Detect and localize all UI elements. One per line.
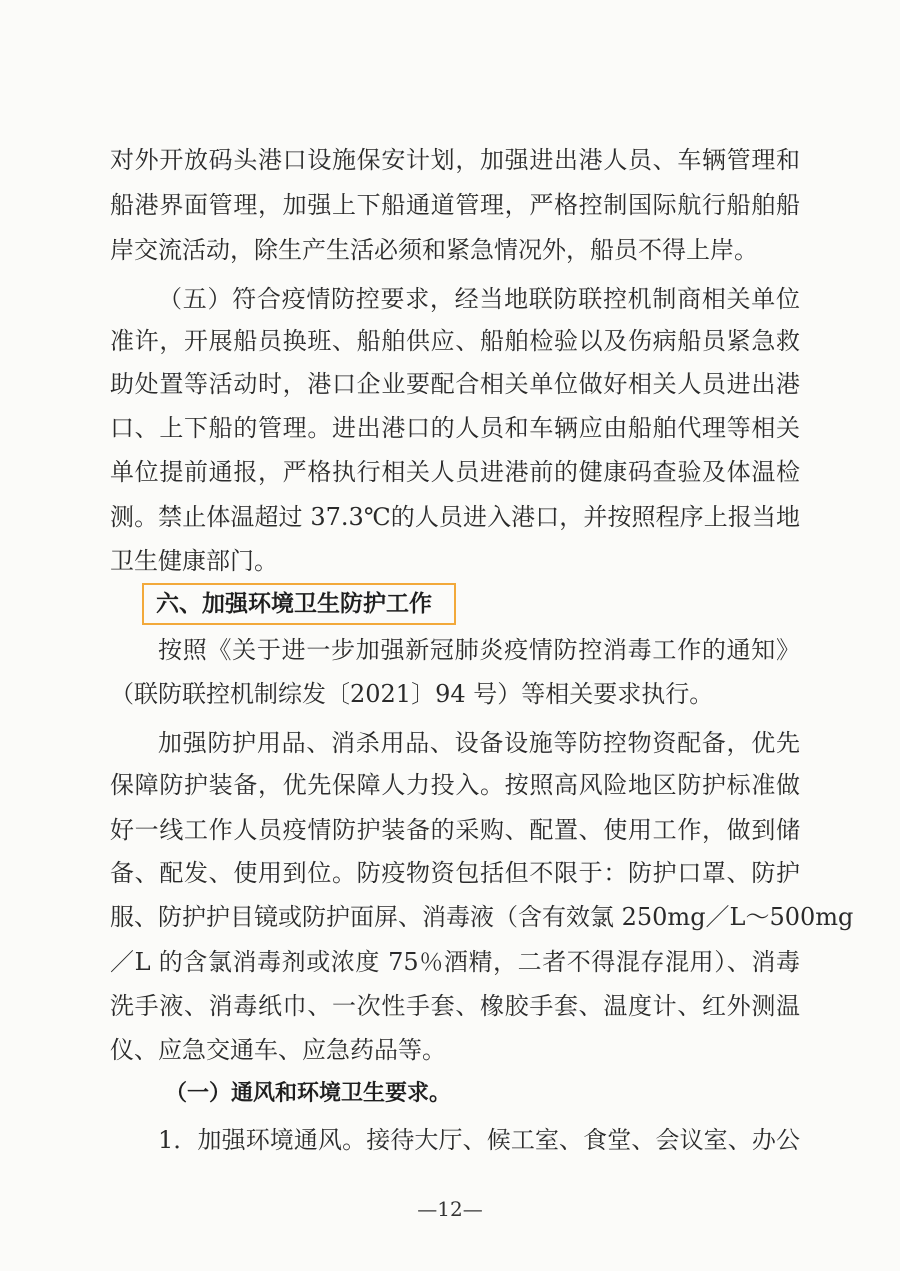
section-heading: 六、加强环境卫生防护工作: [156, 591, 432, 617]
body-line: 仪、应急交通车、应急药品等。: [110, 1036, 446, 1064]
body-line: （五）符合疫情防控要求，经当地联防联控机制商相关单位: [158, 285, 800, 313]
body-line: 好一线工作人员疫情防护装备的采购、配置、使用工作，做到储: [110, 816, 800, 844]
page-number: —12—: [417, 1197, 483, 1221]
body-line: 洗手液、消毒纸巾、一次性手套、橡胶手套、温度计、红外测温: [110, 992, 800, 1020]
body-line: 加强防护用品、消杀用品、设备设施等防控物资配备，优先: [158, 729, 800, 757]
body-line: 单位提前通报，严格执行相关人员进港前的健康码查验及体温检: [110, 458, 800, 486]
subheading: （一）通风和环境卫生要求。: [165, 1081, 452, 1106]
body-line: 按照《关于进一步加强新冠肺炎疫情防控消毒工作的通知》: [158, 636, 800, 664]
body-line: ／L 的含氯消毒剂或浓度 75％酒精，二者不得混存混用）、消毒: [110, 948, 800, 976]
body-line: 岸交流活动，除生产生活必须和紧急情况外，船员不得上岸。: [110, 236, 758, 264]
section-heading-highlight: [142, 583, 456, 625]
body-line: （联防联控机制综发〔2021〕94 号）等相关要求执行。: [110, 680, 714, 708]
body-line: 准许，开展船员换班、船舶供应、船舶检验以及伤病船员紧急救: [110, 327, 800, 355]
body-line: 助处置等活动时，港口企业要配合相关单位做好相关人员进出港: [110, 370, 800, 398]
body-line: 卫生健康部门。: [110, 547, 278, 575]
body-line: 口、上下船的管理。进出港口的人员和车辆应由船舶代理等相关: [110, 414, 800, 442]
body-line: 备、配发、使用到位。防疫物资包括但不限于：防护口罩、防护: [110, 859, 800, 887]
body-line: 船港界面管理，加强上下船通道管理，严格控制国际航行船舶船: [110, 191, 800, 219]
body-line: 服、防护护目镜或防护面屏、消毒液（含有效氯 250mg／L～500mg: [110, 903, 854, 931]
body-line: 对外开放码头港口设施保安计划，加强进出港人员、车辆管理和: [110, 146, 800, 174]
body-line: 测。禁止体温超过 37.3℃的人员进入港口，并按照程序上报当地: [110, 503, 800, 531]
body-line: 1．加强环境通风。接待大厅、候工室、食堂、会议室、办公: [158, 1126, 800, 1154]
body-line: 保障防护装备，优先保障人力投入。按照高风险地区防护标准做: [110, 771, 800, 799]
